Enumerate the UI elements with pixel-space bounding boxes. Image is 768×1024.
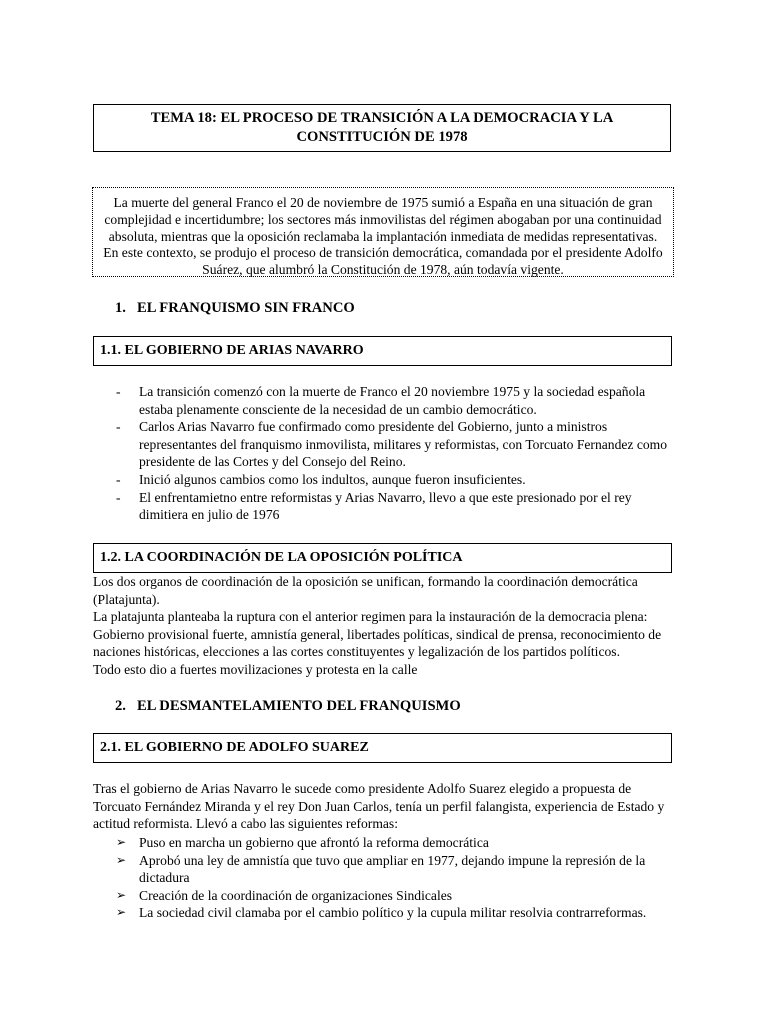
subsection-2-1-title: 2.1. EL GOBIERNO DE ADOLFO SUAREZ [100,740,369,755]
list-item: ➢ Puso en marcha un gobierno que afrontó la reforma democrática [116,835,489,850]
document-title-box [93,104,671,152]
subsection-1-2-body [93,573,678,679]
section1-heading [115,299,355,317]
list-item: - El enfrentamietno entre reformistas y Arias Navarro, llevo a que este presionado por el rey dimitiera en julio de 1976 [116,489,632,523]
document-title-line2: CONSTITUCIÓN DE 1978 [296,129,468,145]
dash-bullet: - [116,384,121,399]
subsection-2-1-intro [93,780,673,833]
paragraph: La platajunta planteaba la ruptura con el anterior regimen para la instauración de la democracia plena: Gobierno provisional fuerte, amnistía general, libertades políticas, sindical de prensa, reconocimiento de naciones históricas, elecciones a las cortes constituyentes y legalización de los partidos políticos. [93,609,662,660]
subsection-1-2-box [93,543,672,573]
document-title [151,109,613,147]
section2-title: EL DESMANTELAMIENTO DEL FRANQUISMO [137,698,461,714]
intro-text: La muerte del general Franco el 20 de noviembre de 1975 sumió a España en una situación de gran complejidad e incertidumbre; los sectores más inmovilistas del régimen abogaban por una continuidad absoluta, mientras que la oposición reclamaba la implantación inmediata de medidas representativas. En este contexto, se produjo el proceso de transición democrática, comandada por el presidente Adolfo Suárez, que alumbró la Constitución de 1978, aún todavía vigente. [103,195,663,278]
subsection-1-1-title: 1.1. EL GOBIERNO DE ARIAS NAVARRO [100,343,364,358]
list-item: - Inició algunos cambios como los indultos, aunque fueron insuficientes. [116,471,526,487]
list-item: ➢ Aprobó una ley de amnistía que tuvo que ampliar en 1977, dejando impune la represión de la dictadura [116,852,646,886]
arrow-bullet-icon: ➢ [116,887,127,902]
subsection-2-1-box [93,733,672,763]
subsection-1-2-title: 1.2. LA COORDINACIÓN DE LA OPOSICIÓN POLÍTICA [100,550,463,565]
arrow-bullet-icon: ➢ [116,835,127,849]
list-item: ➢ La sociedad civil clamaba por el cambio político y la cupula militar resolvia contrarreformas. [116,905,647,921]
intro-box [92,187,674,277]
section1-number: 1. [115,300,126,316]
arrow-bullet-icon: ➢ [116,852,127,867]
document-title-line1: TEMA 18: EL PROCESO DE TRANSICIÓN A LA DEMOCRACIA Y LA [150,110,614,126]
subsection-2-1-list [116,834,678,922]
subsection-1-1-list [116,383,676,524]
dash-bullet: - [116,471,121,487]
paragraph: Los dos organos de coordinación de la oposición se unifican, formando la coordinación democrática (Platajunta). [93,574,638,607]
paragraph: Todo esto dio a fuertes movilizaciones y protesta en la calle [93,661,418,677]
section2-heading [115,697,461,715]
dash-bullet: - [116,489,121,505]
list-item: ➢ Creación de la coordinación de organizaciones Sindicales [116,887,453,903]
section1-title: EL FRANQUISMO SIN FRANCO [137,300,355,316]
dash-bullet: - [116,419,121,435]
list-item: - La transición comenzó con la muerte de Franco el 20 noviembre 1975 y la sociedad española estaba plenamente consciente de la necesidad de un cambio democrático. [116,384,646,417]
subsection-1-1-box [93,336,672,366]
list-item: - Carlos Arias Navarro fue confirmado como presidente del Gobierno, junto a ministros representantes del franquismo inmovilista, militares y reformistas, con Torcuato Fernandez como presidente de las Cortes y del Consejo del Reino. [116,419,668,470]
section2-number: 2. [115,698,126,714]
arrow-bullet-icon: ➢ [116,905,127,920]
paragraph: Tras el gobierno de Arias Navarro le sucede como presidente Adolfo Suarez elegido a propuesta de Torcuato Fernández Miranda y el rey Don Juan Carlos, tenía un perfil falangista, experiencia de Estado y actitud reformista. Llevó a cabo las siguientes reformas: [93,781,665,832]
